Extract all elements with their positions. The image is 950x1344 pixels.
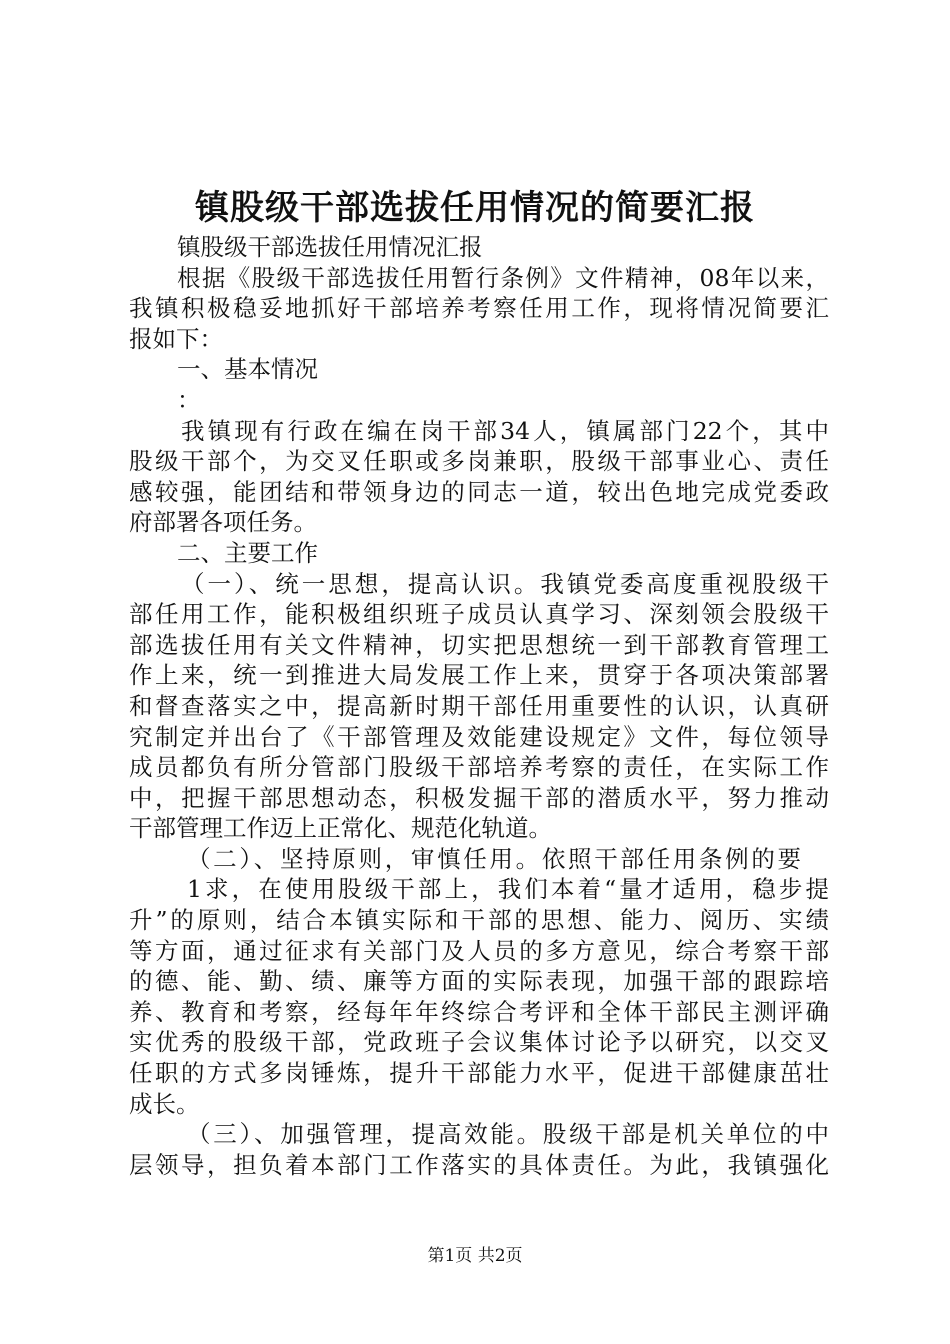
section-heading: 二、主要工作 (177, 538, 318, 567)
paragraph-line: 我镇积极稳妥地抓好干部培养考察任用工作，现将情况简要汇 (129, 294, 829, 323)
section-heading: 一、基本情况 (177, 355, 318, 384)
paragraph-line: 升”的原则，结合本镇实际和干部的思想、能力、阅历、实绩 (129, 906, 829, 935)
paragraph-line: 报如下： (129, 324, 223, 353)
paragraph-line: 部选拔任用有关文件精神，切实把思想统一到干部教育管理工 (129, 630, 829, 659)
paragraph-line: （三）、加强管理，提高效能。股级干部是机关单位的中 (187, 1120, 829, 1149)
paragraph-line: 任职的方式多岗锤炼，提升干部能力水平，促进干部健康茁壮 (129, 1059, 829, 1088)
paragraph-line: 成长。 (129, 1089, 200, 1118)
paragraph-line: 层领导，担负着本部门工作落实的具体责任。为此，我镇强化 (129, 1150, 829, 1179)
paragraph-line: 的德、能、勤、绩、廉等方面的实际表现，加强干部的跟踪培 (129, 967, 829, 996)
paragraph-line: 部任用工作，能积极组织班子成员认真学习、深刻领会股级干 (129, 600, 829, 629)
paragraph-line: （二）、坚持原则，审慎任用。依照干部任用条例的要 (187, 844, 801, 873)
paragraph-line: （一）、统一思想，提高认识。我镇党委高度重视股级干 (181, 569, 829, 598)
page-footer: 第1页 共2页 (427, 1246, 523, 1266)
paragraph-line: 和督查落实之中，提高新时期干部任用重要性的认识，认真研 (129, 691, 829, 720)
paragraph-line: 股级干部个，为交叉任职或多岗兼职，股级干部事业心、责任 (129, 447, 829, 476)
paragraph-line: 1求，在使用股级干部上，我们本着“量才适用，稳步提 (187, 875, 829, 904)
paragraph-line: ： (177, 385, 201, 414)
paragraph-line: 成员都负有所分管部门股级干部培养考察的责任，在实际工作 (129, 753, 829, 782)
paragraph-line: 根据《股级干部选拔任用暂行条例》文件精神，08年以来， (177, 263, 829, 292)
paragraph-line: 究制定并出台了《干部管理及效能建设规定》文件，每位领导 (129, 722, 829, 751)
paragraph-line: 中，把握干部思想动态，积极发掘干部的潜质水平，努力推动 (129, 783, 829, 812)
paragraph-line: 府部署各项任务。 (129, 508, 317, 537)
document-body (129, 232, 829, 1180)
paragraph-line: 我镇现有行政在编在岗干部34人，镇属部门22个，其中 (181, 416, 829, 445)
paragraph-line: 实优秀的股级干部，党政班子会议集体讨论予以研究，以交叉 (129, 1028, 829, 1057)
paragraph-line: 感较强，能团结和带领身边的同志一道，较出色地完成党委政 (129, 477, 829, 506)
paragraph-line: 干部管理工作迈上正常化、规范化轨道。 (129, 814, 552, 843)
subtitle-line: 镇股级干部选拔任用情况汇报 (177, 233, 483, 261)
document-title: 镇股级干部选拔任用情况的简要汇报 (195, 188, 755, 228)
paragraph-line: 等方面，通过征求有关部门及人员的多方意见，综合考察干部 (129, 936, 829, 965)
paragraph-line: 养、教育和考察，经每年年终综合考评和全体干部民主测评确 (129, 997, 829, 1026)
paragraph-line: 作上来，统一到推进大局发展工作上来，贯穿于各项决策部署 (129, 661, 829, 690)
